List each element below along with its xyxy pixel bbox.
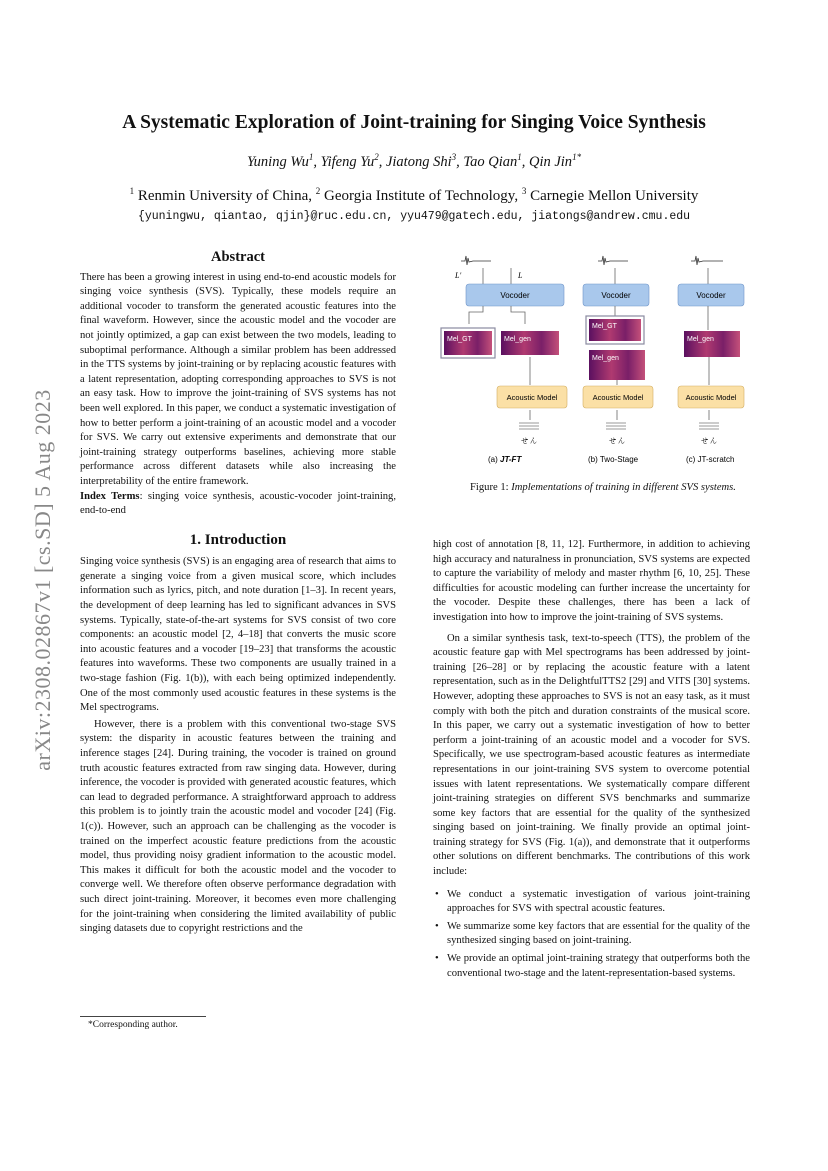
- right-column: [433, 538, 750, 984]
- intro-paragraph-2: However, there is a problem with this conventional two-stage SVS system: the disparity in acoustic features between the training and inference stages [24]. During training, the vocoder is trained on ground truth acoustic features extracted from raw singing data. However, during inference, the vocoder is provided with generated acoustic features, which can lead to degraded performance. A straightforward approach to address this problem is to jointly train the acoustic model and vocoder [24] (Fig. 1(c)). However, such an approach can be challenging as the vocoder is trained on the imperfect acoustic feature predictions from the acoustic model, thus providing noisy gradient information to the acoustic model. This makes it difficult for both the acoustic model and the vocoder to converge well. We therefore often observe performance degradation with such direct joint-training. Moreover, it becomes even more challenging for the joint-training when considering the limited availability of public singing datasets due to copyright restrictions and the: [80, 718, 396, 935]
- paper-title: A Systematic Exploration of Joint-training for Singing Voice Synthesis: [122, 112, 706, 133]
- abstract-text: There has been a growing interest in using end-to-end acoustic models for singing voice synthesis (SVS). Typically, these models require an additional vocoder to transform the generated acoustic features into the final waveform. However, since the acoustic model and the vocoder are not jointly optimized, a gap can exist between the two models, leading to suboptimal performance. Although a similar problem has been addressed in the TTS systems by joint-training or by replacing acoustic features with a latent representation, adopting corresponding approaches to SVS is not an easy task. How to improve the joint-training of SVS systems has not been well explored. In this paper, we conduct a systematic investigation of how to better perform a joint-training of an acoustic model and a vocoder for SVS. We carry out extensive experiments and demonstrate that our joint-training strategy outperforms baselines, achieving more stable performance across different datasets while also increasing the interpretability of the entire framework.: [80, 271, 396, 487]
- mel-gt-label: Mel_GT: [592, 323, 617, 330]
- index-terms: Index Terms: singing voice synthesis, acoustic-vocoder joint-training, end-to-end: [80, 490, 396, 517]
- footnote-rule: [80, 1016, 206, 1017]
- intro-paragraph-3: high cost of annotation [8, 11, 12]. Furthermore, in addition to achieving high accuracy and naturalness in pronunciation, SVS systems are expected to capture the variability of melody and master rhythm [6, 10, 25]. These difficulties for acoustic modeling can further increase the uncertainty for the vocoder. Despite these challenges, there has been a lack of investigation into how to improve the joint-training of SVS systems.: [433, 539, 750, 623]
- affiliations: $^1$ Renmin University of China, $^2$ Georgia Institute of Technology, $^3$ Carnegie Mellon University: [129, 186, 699, 204]
- figure-1: [433, 250, 773, 480]
- arxiv-id-text: arXiv:2308.02867v1 [cs.SD] 5 Aug 2023: [30, 389, 55, 771]
- list-item: • We conduct a systematic investigation of various joint-training approaches for SVS with spectral acoustic features.: [433, 888, 750, 917]
- subcaption-a: (a) JT-FT: [488, 455, 522, 464]
- left-column: [80, 250, 396, 937]
- figure-caption: Figure 1: Implementations of training in different SVS systems.: [470, 482, 736, 493]
- author: Yuning Wu$^1$: [246, 152, 314, 170]
- vocoder-label: Vocoder: [696, 291, 726, 300]
- waveform-icon: [461, 256, 491, 265]
- subcaption-b: (b) Two-Stage: [588, 455, 639, 464]
- waveform-icon: [691, 256, 723, 265]
- lyrics-label: せ ん: [701, 437, 717, 445]
- author: Jiatong Shi$^3$: [385, 152, 457, 170]
- music-score-icon: [519, 423, 539, 429]
- mel-gen-label: Mel_gen: [687, 336, 714, 343]
- author: Tao Qian$^1$: [463, 152, 522, 170]
- list-item: • We summarize some key factors that are essential for the quality of the synthesized singing based on joint-training.: [433, 920, 750, 949]
- lyrics-label: せ ん: [521, 437, 537, 445]
- author-list: Yuning Wu$^1$, Yifeng Yu$^2$, Jiatong Shi$^3$, Tao Qian$^1$, Qin Jin$^{1*}$: [246, 152, 582, 170]
- footnote: *Corresponding author.: [88, 1020, 178, 1030]
- panel-b: [583, 256, 653, 445]
- intro-paragraph-4: On a similar synthesis task, text-to-speech (TTS), the problem of the acoustic feature gap with Mel spectrograms has been addressed by joint-training [26–28] or by replacing the acoustic feature with a latent representation, such as in the DelightfulTTS2 [29] and VITS [30] systems. However, adopting these approaches to SVS is not an easy task, as it must comply with both the pitch and duration constraints of the musical score. In this paper, we carry out a systematic investigation of how to better perform a joint-training of an acoustic model and a vocoder for SVS. Specifically, we use spectrogram-based acoustic features as intermediate representations in our joint-training SVS system to overcome potential issues with latent representations. We systematically compare different joint-training strategies on different SVS benchmarks and summarize some key factors that are essential for the quality of the synthesized singing based on joint-training. We finally provide an optimal joint-training strategy for SVS (Fig. 1(a)), and demonstrate that it outperforms other solutions on different benchmarks. The contributions of this work include:: [433, 632, 750, 878]
- music-score-icon: [699, 423, 719, 429]
- mel-gen-spectrogram: [684, 331, 740, 357]
- waveform-icon: [598, 256, 628, 265]
- subcaption-c: (c) JT-scratch: [686, 455, 735, 464]
- mel-gen-label: Mel_gen: [504, 336, 531, 343]
- figure-diagram: [433, 250, 773, 480]
- vocoder-label: Vocoder: [601, 291, 631, 300]
- section-heading-introduction: 1. Introduction: [189, 531, 287, 548]
- contributions-list: [433, 888, 750, 982]
- loss-prime-label: L': [455, 271, 462, 280]
- author: Qin Jin$^{1*}$: [528, 152, 582, 170]
- mel-gen-label: Mel_gen: [592, 355, 619, 362]
- list-item: • We provide an optimal joint-training strategy that outperforms both the conventional two-stage and the latent-representation-based systems.: [433, 952, 750, 981]
- acoustic-model-label: Acoustic Model: [506, 393, 558, 402]
- author-emails: {yuningwu, qiantao, qjin}@ruc.edu.cn, yyu479@gatech.edu, jiatongs@andrew.cmu.edu: [137, 210, 691, 223]
- mel-gen-spectrogram: [501, 331, 559, 355]
- panel-a: [441, 256, 567, 445]
- lyrics-label: せ ん: [609, 437, 625, 445]
- arxiv-identifier: [18, 330, 68, 830]
- acoustic-model-label: Acoustic Model: [685, 393, 737, 402]
- acoustic-model-label: Acoustic Model: [592, 393, 644, 402]
- mel-gt-spectrogram: [444, 331, 492, 355]
- loss-label: L: [518, 271, 523, 280]
- intro-paragraph-1: Singing voice synthesis (SVS) is an engaging area of research that aims to generate a singing voice from a given musical score, which includes information such as lyrics, pitch, and note duration [1–3]. In recent years, the development of deep learning has led to significant advances in SVS systems. Typically, state-of-the-art systems for SVS consist of two core components: an acoustic model [2, 4–18] that converts the music score into acoustic features and a vocoder [19–23] that transforms the acoustic features into waveforms. These two components are usually trained in a two-stage fashion (Fig. 1(b)), with each being optimized independently. One of the most commonly used acoustic features in these systems is the Mel spectrograms.: [80, 556, 396, 714]
- mel-gt-label: Mel_GT: [447, 336, 472, 343]
- author: Yifeng Yu$^2$: [320, 152, 379, 170]
- abstract-heading: Abstract: [211, 249, 265, 265]
- panel-c: [678, 256, 744, 445]
- vocoder-label: Vocoder: [500, 291, 530, 300]
- music-score-icon: [606, 423, 626, 429]
